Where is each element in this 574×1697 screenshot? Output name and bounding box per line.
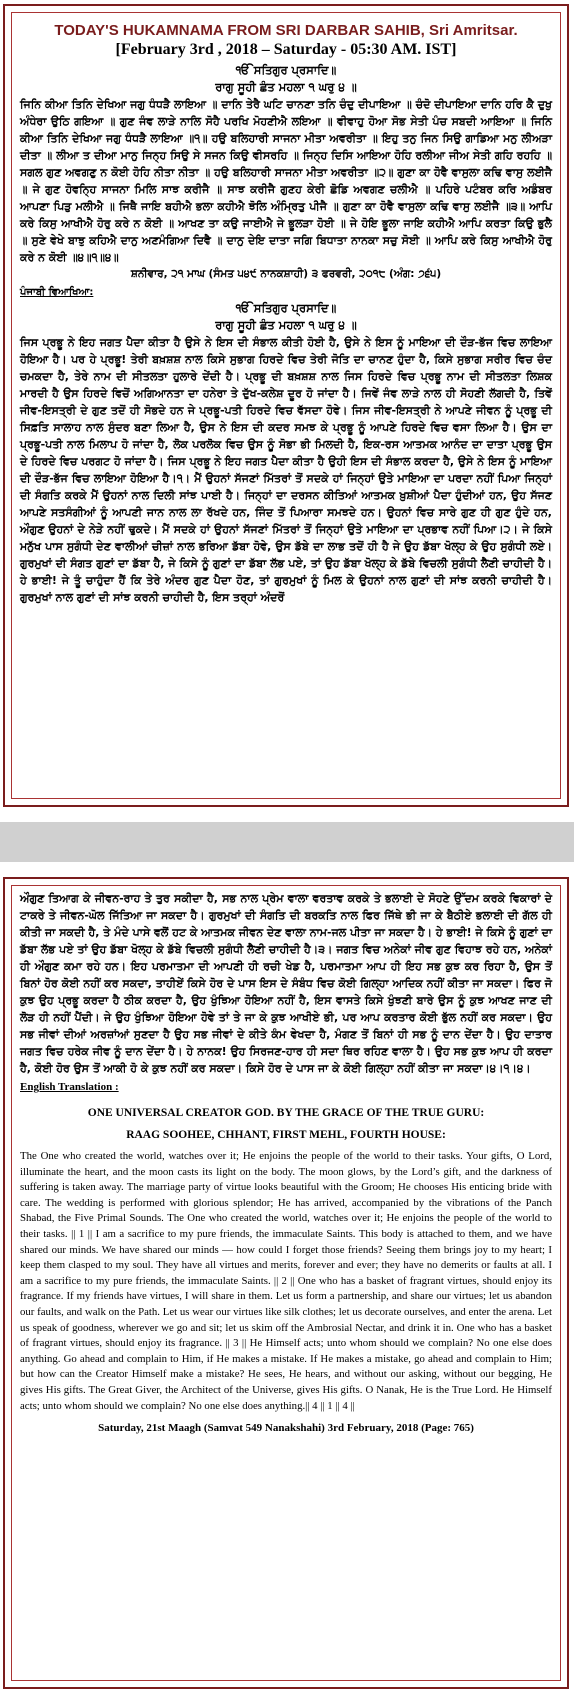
raag-heading: ਰਾਗੁ ਸੂਹੀ ਛੰਤ ਮਹਲਾ ੧ ਘਰੁ ੪ ॥ — [215, 80, 357, 94]
date-heading: [February 3rd , 2018 – Saturday - 05:30 AM. IST] — [115, 41, 457, 58]
explanation-text-part2: ਔਗੁਣ ਤਿਆਗ ਕੇ ਜੀਵਨ-ਰਾਹ ਤੇ ਤੁਰ ਸਕੀਦਾ ਹੈ, ਸਭ ਨਾਲ ਪ੍ਰੇਮ ਵਾਲਾ ਵਰਤਾਵ ਕਰਕੇ ਤੇ ਭਲਾਈ ਦੇ ਸੋਹਣੇ ਉੱਦਮ ਕਰਕੇ ਵਿਕਾਰਾਂ ਦੇ ਟਾਕਰੇ ਤੇ ਜੀਵਨ-ਘੋਲ ਜਿੱਤਿਆ ਜਾ ਸਕਦਾ ਹੈ। ਗੁਰਮੁਖਾਂ ਦੀ ਸੰਗਤਿ ਦੀ ਬਰਕਤਿ ਨਾਲ ਫਿਰ ਜਿੱਥੇ ਭੀ ਜਾ ਕੇ ਬੈਠੀਏ ਭਲਾਈ ਦੀ ਗੱਲ ਹੀ ਕੀਤੀ ਜਾ ਸਕਦੀ ਹੈ, ਤੇ ਮੰਦੇ ਪਾਸੇ ਵਲੋਂ ਹਟ ਕੇ ਆਤਮਕ ਜੀਵਨ ਦੇਣ ਵਾਲਾ ਨਾਮ-ਜਲ ਪੀਤਾ ਜਾ ਸਕਦਾ ਹੈ। ਹੇ ਭਾਈ! ਜੇ ਕਿਸੇ ਨੂੰ ਗੁਣਾਂ ਦਾ ਡੱਬਾ ਲੱਭ ਪਏ ਤਾਂ ਉਹ ਡੱਬਾ ਖੋਲ੍ਹ ਕੇ ਡੱਬੇ ਵਿਚਲੀ ਸੁਗੰਧੀ ਲੈਣੀ ਚਾਹੀਦੀ ਹੈ।੩। ਜਗਤ ਵਿਚ ਅਨੇਕਾਂ ਜੀਵ ਗੁਣ ਵਿਹਾਝ ਰਹੇ ਹਨ, ਅਨੇਕਾਂ ਹੀ ਔਗੁਣ ਕਮਾ ਰਹੇ ਹਨ। ਇਹ ਪਰਮਾਤਮਾ ਦੀ ਆਪਣੀ ਹੀ ਰਚੀ ਖੇਡ ਹੈ, ਪਰਮਾਤਮਾ ਆਪ ਹੀ ਇਹ ਸਭ ਕੁਝ ਕਰ ਰਿਹਾ ਹੈ, ਉਸ ਤੋਂ ਬਿਨਾਂ ਹੋਰ ਕੋਈ ਨਹੀਂ ਕਰ ਸਕਦਾ, ਤਾਹੀਏਂ ਕਿਸੇ ਹੋਰ ਦੇ ਪਾਸ ਇਸ ਦੇ ਸੰਬੰਧ ਵਿਚ ਕੋਈ ਗਿਲ੍ਹਾ ਆਦਿਕ ਨਹੀਂ ਕੀਤਾ ਜਾ ਸਕਦਾ। ਫਿਰ ਜੋ ਕੁਝ ਉਹ ਪ੍ਰਭੂ ਕਰਦਾ ਹੈ ਠੀਕ ਕਰਦਾ ਹੈ, ਉਹ ਖੁੰਝਿਆ ਹੋਇਆ ਨਹੀਂ ਹੈ, ਇਸ ਵਾਸਤੇ ਕਿਸੇ ਖੁੰਝਣੀ ਬਾਰੇ ਉਸ ਨੂੰ ਕੁਝ ਆਖਣ ਜਾਣ ਦੀ ਲੋੜ ਹੀ ਨਹੀਂ ਪੈਂਦੀ। ਜੇ ਉਹ ਖੁੰਝਿਆ ਹੋਇਆ ਹੋਵੇ ਤਾਂ ਤੇ ਜਾ ਕੇ ਕੁਝ ਆਖੀਏ ਭੀ, ਪਰ ਆਪ ਕਰਤਾਰ ਕੋਈ ਭੁੱਲ ਨਹੀਂ ਕਰ ਸਕਦਾ। ਉਹ ਸਭ ਜੀਵਾਂ ਦੀਆਂ ਅਰਜ਼ਾਂਆਂ ਸੁਣਦਾ ਹੈ ਉਹ ਸਭ ਜੀਵਾਂ ਦੇ ਕੀਤੇ ਕੰਮ ਵੇਖਦਾ ਹੈ, ਮੰਗਣ ਤੋਂ ਬਿਨਾਂ ਹੀ ਸਭ ਨੂੰ ਦਾਨ ਦੇਂਦਾ ਹੈ। ਉਹ ਦਾਤਾਰ ਜਗਤ ਵਿਚ ਹਰੇਕ ਜੀਵ ਨੂੰ ਦਾਨ ਦੇਂਦਾ ਹੈ। ਹੇ ਨਾਨਕ! ਉਹ ਸਿਰਜਣ-ਹਾਰ ਹੀ ਸਦਾ ਥਿਰ ਰਹਿਣ ਵਾਲਾ ਹੈ। ਉਹ ਸਭ ਕੁਝ ਆਪ ਹੀ ਕਰਦਾ ਹੈ, ਕੋਈ ਹੋਰ ਉਸ ਤੋਂ ਆਕੀ ਹੋ ਕੇ ਕੁਝ ਨਹੀਂ ਕਰ ਸਕਦਾ। ਕਿਸੇ ਹੋਰ ਦੇ ਪਾਸ ਜਾ ਕੇ ਕੋਈ ਗਿਲ੍ਹਾ ਨਹੀਂ ਕੀਤਾ ਜਾ ਸਕਦਾ।੪।੧।੪। — [20, 892, 552, 1075]
explanation-mool-mantar: ੴ ਸਤਿਗੁਰ ਪ੍ਰਸਾਦਿ॥ — [235, 301, 337, 315]
explanation-raag-heading: ਰਾਗੁ ਸੂਹੀ ਛੰਤ ਮਹਲਾ ੧ ਘਰੁ ੪ ॥ — [215, 318, 357, 332]
explanation-text-part1: ਜਿਸ ਪ੍ਰਭੂ ਨੇ ਇਹ ਜਗਤ ਪੈਦਾ ਕੀਤਾ ਹੈ ਉਸੇ ਨੇ ਇਸ ਦੀ ਸੰਭਾਲ ਕੀਤੀ ਹੋਈ ਹੈ, ਉਸੇ ਨੇ ਇਸ ਨੂੰ ਮਾਇਆ ਦੀ ਦੌੜ-ਭੱਜ ਵਿਚ ਲਾਇਆ ਹੋਇਆ ਹੈ। ਪਰ ਹੇ ਪ੍ਰਭੂ! ਤੇਰੀ ਬਖ਼ਸ਼ਸ਼ ਨਾਲ ਕਿਸੇ ਸੁਭਾਗ ਹਿਰਦੇ ਵਿਚ ਤੇਰੀ ਜੋਤਿ ਦਾ ਚਾਨਣ ਹੁੰਦਾ ਹੈ, ਕਿਸੇ ਸੁਭਾਗ ਸਰੀਰ ਵਿਚ ਚੰਦ ਚਮਕਦਾ ਹੈ, ਤੇਰੇ ਨਾਮ ਦੀ ਸੀਤਲਤਾ ਹੁਲਾਰੇ ਦੇਂਦੀ ਹੈ। ਪ੍ਰਭੂ ਦੀ ਬਖ਼ਸ਼ਸ਼ ਨਾਲ ਜਿਸ ਹਿਰਦੇ ਵਿਚ ਪ੍ਰਭੂ ਨਾਮ ਦੀ ਸੀਤਲਤਾ ਲਿਸ਼ਕ ਮਾਰਦੀ ਹੈ ਉਸ ਹਿਰਦੇ ਵਿਚੋਂ ਅਗਿਆਨਤਾ ਦਾ ਹਨੇਰਾ ਤੇ ਦੁੱਖ-ਕਲੇਸ਼ ਦੂਰ ਹੋ ਜਾਂਦਾ ਹੈ। ਜਿਵੇਂ ਜੰਞ ਲਾੜੇ ਨਾਲ ਹੀ ਸੋਹਣੀ ਲੱਗਦੀ ਹੈ, ਤਿਵੇਂ ਜੀਵ-ਇਸਤ੍ਰੀ ਦੇ ਗੁਣ ਤਦੋਂ ਹੀ ਸੋਭਦੇ ਹਨ ਜੇ ਪ੍ਰਭੂ-ਪਤੀ ਹਿਰਦੇ ਵਿਚ ਵੱਸਦਾ ਹੋਵੇ। ਜਿਸ ਜੀਵ-ਇਸਤ੍ਰੀ ਨੇ ਆਪਣੇ ਜੀਵਨ ਨੂੰ ਪ੍ਰਭੂ ਦੀ ਸਿਫ਼ਤਿ ਸਾਲਾਹ ਨਾਲ ਸੁੰਦਰ ਬਣਾ ਲਿਆ ਹੈ, ਉਸ ਨੇ ਇਸ ਦੀ ਕਦਰ ਸਮਝ ਕੇ ਪ੍ਰਭੂ ਨੂੰ ਆਪਣੇ ਹਿਰਦੇ ਵਿਚ ਵਸਾ ਲਿਆ ਹੈ। ਉਸ ਦਾ ਪ੍ਰਭੂ-ਪਤੀ ਨਾਲ ਮਿਲਾਪ ਹੋ ਜਾਂਦਾ ਹੈ, ਲੋਕ ਪਰਲੋਕ ਵਿਚ ਉਸ ਨੂੰ ਸੋਭਾ ਭੀ ਮਿਲਦੀ ਹੈ, ਇਕ-ਰਸ ਆਤਮਕ ਆਨੰਦ ਦਾ ਦਾਤਾ ਪ੍ਰਭੂ ਉਸ ਦੇ ਹਿਰਦੇ ਵਿਚ ਪਰਗਟ ਹੋ ਜਾਂਦਾ ਹੈ। ਜਿਸ ਪ੍ਰਭੂ ਨੇ ਇਹ ਜਗਤ ਪੈਦਾ ਕੀਤਾ ਹੈ ਉਹੀ ਇਸ ਦੀ ਸੰਭਾਲ ਕਰਦਾ ਹੈ, ਉਸੇ ਨੇ ਇਸ ਨੂੰ ਮਾਇਆ ਦੀ ਦੌੜ-ਭੱਜ ਵਿਚ ਲਾਇਆ ਹੋਇਆ ਹੈ।੧। ਮੈਂ ਉਹਨਾਂ ਸੱਜਣਾਂ ਮਿੱਤਰਾਂ ਤੋਂ ਸਦਕੇ ਹਾਂ ਜਿਨ੍ਹਾਂ ਉਤੇ ਮਾਇਆ ਦਾ ਪਰਦਾ ਨਹੀਂ ਪਿਆ ਜਿਨ੍ਹਾਂ ਦੀ ਸੰਗਤਿ ਕਰਕੇ ਮੈਂ ਉਹਨਾਂ ਨਾਲ ਦਿਲੀ ਸਾਂਝ ਪਾਈ ਹੈ। ਜਿਨ੍ਹਾਂ ਦਾ ਦਰਸਨ ਕੀਤਿਆਂ ਆਤਮਕ ਖ਼ੁਸ਼ੀਆਂ ਪੈਦਾ ਹੁੰਦੀਆਂ ਹਨ, ਉਹ ਸੱਜਣ ਆਪਣੇ ਸਤਸੰਗੀਆਂ ਨੂੰ ਆਪਣੀ ਜਾਨ ਨਾਲ ਲਾ ਰੱਖਦੇ ਹਨ, ਜਿੰਦ ਤੋਂ ਪਿਆਰਾ ਸਮਝਦੇ ਹਨ। ਉਹਨਾਂ ਵਿਚ ਸਾਰੇ ਗੁਣ ਹੀ ਗੁਣ ਹੁੰਦੇ ਹਨ, ਔਗੁਣ ਉਹਨਾਂ ਦੇ ਨੇੜੇ ਨਹੀਂ ਢੁਕਦੇ। ਮੈਂ ਸਦਕੇ ਹਾਂ ਉਹਨਾਂ ਸੱਜਣਾਂ ਮਿੱਤਰਾਂ ਤੋਂ ਜਿਨ੍ਹਾਂ ਉਤੇ ਮਾਇਆ ਦਾ ਪ੍ਰਭਾਵ ਨਹੀਂ ਪਿਆ।੨। ਜੇ ਕਿਸੇ ਮਨੁੱਖ ਪਾਸ ਸੁਗੰਧੀ ਦੇਣ ਵਾਲੀਆਂ ਚੀਜ਼ਾਂ ਨਾਲ ਭਰਿਆ ਡੱਬਾ ਹੋਵੇ, ਉਸ ਡੱਬੇ ਦਾ ਲਾਭ ਤਦੋਂ ਹੀ ਹੈ ਜੇ ਉਹ ਡੱਬਾ ਖੋਲ੍ਹ ਕੇ ਉਹ ਸੁਗੰਧੀ ਲਏ। ਗੁਰਮੁਖਾਂ ਦੀ ਸੰਗਤ ਗੁਣਾਂ ਦਾ ਡੱਬਾ ਹੈ, ਜੇ ਕਿਸੇ ਨੂੰ ਗੁਣਾਂ ਦਾ ਡੱਬਾ ਲੱਭ ਪਏ, ਤਾਂ ਉਹ ਡੱਬਾ ਖੋਲ੍ਹ ਕੇ ਡੱਬੇ ਵਿਚਲੀ ਸੁਗੰਧੀ ਲੈਣੀ ਚਾਹੀਦੀ ਹੈ। ਹੇ ਭਾਈ! ਜੇ ਤੂੰ ਚਾਹੁੰਦਾ ਹੈਂ ਕਿ ਤੇਰੇ ਅੰਦਰ ਗੁਣ ਪੈਦਾ ਹੋਣ, ਤਾਂ ਗੁਰਮੁਖਾਂ ਨੂੰ ਮਿਲ ਕੇ ਉਹਨਾਂ ਨਾਲ ਗੁਣਾਂ ਦੀ ਸਾਂਝ ਕਰਨੀ ਚਾਹੀਦੀ ਹੈ। ਗੁਰਮੁਖਾਂ ਨਾਲ ਗੁਣਾਂ ਦੀ ਸਾਂਝ ਕਰਨੀ ਚਾਹੀਦੀ ਹੈ, ਇਸ ਤਰ੍ਹਾਂ ਅੰਦਰੋਂ — [20, 336, 552, 604]
panel-bottom-inner-border — [11, 885, 561, 1681]
hukamnama-panel-top — [3, 4, 569, 807]
english-translation-label: English Translation : — [20, 1081, 119, 1093]
hukamnama-panel-bottom — [3, 877, 569, 1689]
panel-top-inner-border — [11, 12, 561, 799]
translation-heading-raag: RAAG SOOHEE, CHHANT, FIRST MEHL, FOURTH HOUSE: — [126, 1129, 446, 1141]
translation-heading-mool: ONE UNIVERSAL CREATOR GOD. BY THE GRACE OF THE TRUE GURU: — [87, 1107, 485, 1119]
punjabi-explanation-label: ਪੰਜਾਬੀ ਵਿਆਖਿਆ: — [20, 287, 94, 298]
translation-footer-date: Saturday, 21st Maagh (Samvat 549 Nanakshahi) 3rd February, 2018 (Page: 765) — [98, 1422, 474, 1435]
shabad-date-meta: ਸ਼ਨੀਵਾਰ, ੨੧ ਮਾਘ (ਸੰਮਤ ੫੪੯ ਨਾਨਕਸ਼ਾਹੀ) ੩ ਫਰਵਰੀ, ੨੦੧੮ (ਅੰਗ: ੭੬੫) — [130, 268, 442, 280]
page-title: TODAY'S HUKAMNAMA FROM SRI DARBAR SAHIB, Sri Amritsar. — [54, 22, 518, 39]
translation-body: The One who created the world, watches over it; He enjoins the people of the world to their tasks. Your gifts, O Lord, illuminate the heart, and the moon casts its light on the body. The moon glows, by the Lord’s gift, and the darkness of suffering is taken away. The marriage party of virtue looks beautiful with the Groom; He chooses His enticing bride with care. The wedding is performed with glorious splendor; He has arrived, accompanied by the vibrations of the Panch Shabad, the Five Primal Sounds. The One who created the world, watches over it; He enjoins the people of the world to their tasks. || 1 || I am a sacrifice to my pure friends, the immaculate Saints. This body is attached to them, and we have shared our minds. We have shared our minds — how could I forget those friends? Seeing them brings joy to my heart; I keep them clasped to my soul. They have all virtues and merits, forever and ever; they have no demerits or faults at all. I am a sacrifice to my pure friends, the immaculate Saints. || 2 || One who has a basket of fragrant virtues, should enjoy its fragrance. If my friends have virtues, I will share in them. Let us form a partnership, and share our virtues; let us abandon our faults, and walk on the Path. Let us wear our virtues like silk clothes; let us decorate ourselves, and enter the arena. Let us speak of goodness, wherever we go and sit; let us skim off the Ambrosial Nectar, and drink it in. One who has a basket of fragrant virtues, should enjoy its fragrance. || 3 || He Himself acts; unto whom should we complain? No one else does anything. Go ahead and complain to Him, if He makes a mistake. If He makes a mistake, go ahead and complain to Him; but how can the Creator Himself make a mistake? He sees, He hears, and without our asking, without our begging, He gives His gifts. The Great Giver, the Architect of the Universe, gives His gifts. O Nanak, He is the True Lord. He Himself acts; unto whom should we complain? No one else does anything.|| 4 || 1 || 4 || — [20, 1150, 552, 1412]
page-separator — [0, 822, 574, 862]
shabad-text: ਜਿਨਿ ਕੀਆ ਤਿਨਿ ਦੇਖਿਆ ਜਗੁ ਧੰਧੜੈ ਲਾਇਆ ॥ ਦਾਨਿ ਤੇਰੈ ਘਟਿ ਚਾਨਣਾ ਤਨਿ ਚੰਦੁ ਦੀਪਾਇਆ ॥ ਚੰਦੋ ਦੀਪਾਇਆ ਦਾਨਿ ਹਰਿ ਕੈ ਦੁਖੁ ਅੰਧੇਰਾ ਉਠਿ ਗਇਆ ॥ ਗੁਣ ਜੰਞ ਲਾੜੇ ਨਾਲਿ ਸੋਹੈ ਪਰਖਿ ਮੋਹਣੀਐ ਲਇਆ ॥ ਵੀਵਾਹੁ ਹੋਆ ਸੋਭ ਸੇਤੀ ਪੰਚ ਸਬਦੀ ਆਇਆ ॥ ਜਿਨਿ ਕੀਆ ਤਿਨਿ ਦੇਖਿਆ ਜਗੁ ਧੰਧੜੈ ਲਾਇਆ ॥੧॥ ਹਉ ਬਲਿਹਾਰੀ ਸਾਜਨਾ ਮੀਤਾ ਅਵਰੀਤਾ ॥ ਇਹੁ ਤਨੁ ਜਿਨ ਸਿਉ ਗਾਡਿਆ ਮਨੁ ਲੀਅੜਾ ਦੀਤਾ ॥ ਲੀਆ ਤ ਦੀਆ ਮਾਨੁ ਜਿਨ੍ਹ ਸਿਉ ਸੇ ਸਜਨ ਕਿਉ ਵੀਸਰਹਿ ॥ ਜਿਨ੍ਹ ਦਿਸਿ ਆਇਆ ਹੋਹਿ ਰਲੀਆ ਜੀਅ ਸੇਤੀ ਗਹਿ ਰਹਹਿ ॥ ਸਗਲ ਗੁਣ ਅਵਗਣੁ ਨ ਕੋਈ ਹੋਹਿ ਨੀਤਾ ਨੀਤਾ ॥ ਹਉ ਬਲਿਹਾਰੀ ਸਾਜਨਾ ਮੀਤਾ ਅਵਰੀਤਾ ॥੨॥ ਗੁਣਾ ਕਾ ਹੋਵੈ ਵਾਸੁਲਾ ਕਢਿ ਵਾਸੁ ਲਈਜੈ ॥ ਜੇ ਗੁਣ ਹੋਵਨ੍ਹਿ ਸਾਜਨਾ ਮਿਲਿ ਸਾਝ ਕਰੀਜੈ ॥ ਸਾਝ ਕਰੀਜੈ ਗੁਣਹ ਕੇਰੀ ਛੋਡਿ ਅਵਗਣ ਚਲੀਐ ॥ ਪਹਿਰੇ ਪਟੰਬਰ ਕਰਿ ਅਡੰਬਰ ਆਪਣਾ ਪਿੜੁ ਮਲੀਐ ॥ ਜਿਥੈ ਜਾਇ ਬਹੀਐ ਭਲਾ ਕਹੀਐ ਝੋਲਿ ਅੰਮ੍ਰਿਤੁ ਪੀਜੈ ॥ ਗੁਣਾ ਕਾ ਹੋਵੈ ਵਾਸੁਲਾ ਕਢਿ ਵਾਸੁ ਲਈਜੈ ॥੩॥ ਆਪਿ ਕਰੇ ਕਿਸੁ ਆਖੀਐ ਹੋਰੁ ਕਰੇ ਨ ਕੋਈ ॥ ਆਖਣ ਤਾ ਕਉ ਜਾਈਐ ਜੇ ਭੂਲੜਾ ਹੋਈ ॥ ਜੇ ਹੋਇ ਭੂਲਾ ਜਾਇ ਕਹੀਐ ਆਪਿ ਕਰਤਾ ਕਿਉ ਭੁਲੈ ॥ ਸੁਣੇ ਵੇਖੇ ਬਾਝੁ ਕਹਿਐ ਦਾਨੁ ਅਣਮੰਗਿਆ ਦਿਵੈ ॥ ਦਾਨੁ ਦੇਇ ਦਾਤਾ ਜਗਿ ਬਿਧਾਤਾ ਨਾਨਕਾ ਸਚੁ ਸੋਈ ॥ ਆਪਿ ਕਰੇ ਕਿਸੁ ਆਖੀਐ ਹੋਰੁ ਕਰੇ ਨ ਕੋਈ ॥੪॥੧॥੪॥ — [20, 98, 552, 264]
mool-mantar: ੴ ਸਤਿਗੁਰ ਪ੍ਰਸਾਦਿ॥ — [235, 63, 337, 77]
